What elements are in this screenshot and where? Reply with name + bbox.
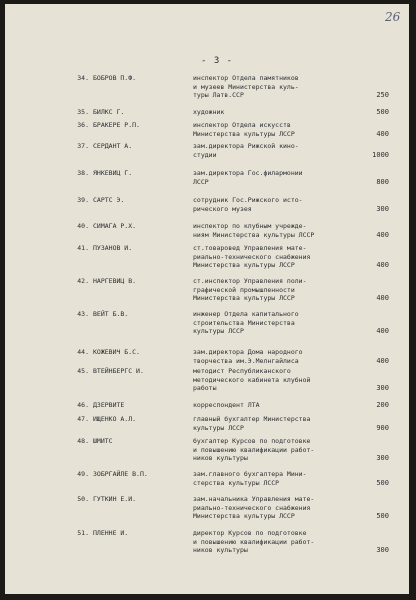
position-line: туры Латв.ССР (193, 91, 244, 99)
position-line: инспектор по клубным учрежде- (193, 222, 307, 230)
person-name: НАРГЕВИЦ В. (93, 277, 137, 285)
row-number: 47. (77, 415, 89, 423)
row-number: 40. (77, 222, 89, 230)
position-description (193, 74, 343, 100)
amount: 400 (376, 294, 389, 302)
position-line: инспектор Отдела искусств (193, 121, 291, 129)
row-number: 49. (77, 470, 89, 478)
position-line: методист Республиканского (193, 367, 291, 375)
position-line: корреспондент ЛТА (193, 401, 260, 409)
position-line: сотрудник Гос.Рижского исто- (193, 196, 303, 204)
person-name: ШМИТС (93, 437, 113, 445)
person-name: САРТС Э. (93, 196, 125, 204)
row-number: 51. (77, 529, 89, 537)
position-line: ЛССР (193, 177, 209, 186)
position-line: ст.инспектор Управления поли- (193, 277, 307, 285)
position-line: строительства Министерства (193, 318, 295, 327)
person-name: ВТЕЙНБЕРГС И. (93, 367, 144, 375)
row-number: 38. (77, 169, 89, 177)
amount: 400 (376, 129, 389, 138)
amount: 800 (376, 177, 389, 186)
position-description (193, 277, 343, 303)
amount: 400 (376, 327, 389, 335)
position-line: главный бухгалтер Министерства (193, 415, 311, 423)
position-line: ников культуры (193, 454, 248, 462)
position-line: студии (193, 150, 217, 159)
position-line: Министерства культуры ЛССР (193, 512, 295, 520)
position-description (193, 495, 343, 521)
position-description (193, 310, 343, 336)
person-name: ПЛЕННЕ И. (93, 529, 129, 537)
position-line: зам.директора Рижской кино- (193, 142, 299, 150)
position-line: ников культуры (193, 546, 248, 554)
position-line: графической промышленности (193, 285, 295, 294)
position-line: рического музея (193, 204, 252, 213)
person-name: БРАКЕРЕ Р.П. (93, 121, 140, 129)
position-line: и повышению квалификации работ- (193, 537, 315, 546)
person-name: ВЕЙТ Б.В. (93, 310, 129, 318)
position-line: Министерства культуры ЛССР (193, 294, 295, 302)
position-description (193, 121, 343, 138)
position-line: творчества им.Э.Мелнгайлиса (193, 356, 299, 365)
position-line: риально-технического снабжения (193, 503, 311, 512)
position-line: методического кабинета клубной (193, 375, 311, 384)
position-line: стерства культуры ЛССР (193, 478, 280, 487)
row-number: 48. (77, 437, 89, 445)
row-number: 45. (77, 367, 89, 375)
position-line: ниям Министерства культуры ЛССР (193, 230, 315, 239)
position-description (193, 222, 343, 239)
position-description (193, 142, 343, 159)
row-number: 46. (77, 401, 89, 409)
row-number: 39. (77, 196, 89, 204)
amount: 500 (376, 108, 389, 116)
row-number: 43. (77, 310, 89, 318)
position-line: культуры ЛССР (193, 327, 244, 335)
row-number: 50. (77, 495, 89, 503)
position-description (193, 415, 343, 432)
position-line: культуры ЛССР (193, 423, 244, 432)
document-page (5, 4, 409, 594)
person-name: ЗОБРГАЙЛЕ В.П. (93, 470, 148, 478)
position-line: зам.начальника Управления мате- (193, 495, 315, 503)
position-line: художник (193, 108, 225, 116)
row-number: 44. (77, 348, 89, 356)
row-number: 37. (77, 142, 89, 150)
position-description (193, 437, 343, 463)
person-name: ГУТКИН Е.И. (93, 495, 137, 503)
position-line: зам.главного бухгалтера Мини- (193, 470, 307, 478)
position-description (193, 108, 343, 117)
position-line: зам.директора Гос.филармонии (193, 169, 303, 177)
position-description (193, 196, 343, 213)
position-line: Министерства культуры ЛССР (193, 261, 295, 269)
person-name: БИЛКС Г. (93, 108, 125, 116)
person-name: СЕРДАНТ А. (93, 142, 133, 150)
row-number: 36. (77, 121, 89, 129)
position-line: директор Курсов по подготовке (193, 529, 307, 537)
person-name: ДЗЕРВИТЕ (93, 401, 125, 409)
person-name: ПУЗАНОВ И. (93, 244, 133, 252)
position-description (193, 169, 343, 186)
amount: 500 (376, 478, 389, 487)
position-description (193, 348, 343, 365)
position-line: и музеев Министерства куль- (193, 82, 299, 91)
position-line: работы (193, 384, 217, 392)
position-line: инспектор Отдела памятников (193, 74, 299, 82)
amount: 250 (376, 91, 389, 99)
amount: 400 (376, 261, 389, 269)
archive-sheet-number: 26 (385, 10, 401, 24)
position-description (193, 244, 343, 270)
page-number: - 3 - (201, 56, 234, 66)
person-name: ЯНКЕВИЦ Г. (93, 169, 133, 177)
amount: 300 (376, 454, 389, 462)
position-line: Министерства культуры ЛССР (193, 129, 295, 138)
position-description (193, 401, 343, 410)
person-name: КОЖЕВИЧ Б.С. (93, 348, 140, 356)
amount: 400 (376, 356, 389, 365)
position-line: зам.директора Дома народного (193, 348, 303, 356)
position-description (193, 470, 343, 487)
amount: 300 (376, 546, 389, 554)
amount: 300 (376, 384, 389, 392)
position-line: риально-технического снабжения (193, 252, 311, 261)
position-line: ст.товаровед Управления мате- (193, 244, 307, 252)
position-line: бухгалтер Курсов по подготовке (193, 437, 311, 445)
amount: 900 (376, 423, 389, 432)
amount: 300 (376, 204, 389, 213)
row-number: 34. (77, 74, 89, 82)
amount: 500 (376, 512, 389, 520)
person-name: СИМАГА Р.Х. (93, 222, 137, 230)
person-name: ИЩЕНКО А.Л. (93, 415, 137, 423)
position-line: инженер Отдела капитального (193, 310, 299, 318)
position-description (193, 367, 343, 393)
row-number: 41. (77, 244, 89, 252)
amount: 400 (376, 230, 389, 239)
row-number: 42. (77, 277, 89, 285)
position-description (193, 529, 343, 555)
position-line: и повышению квалификации работ- (193, 445, 315, 454)
amount: 1000 (372, 150, 389, 159)
row-number: 35. (77, 108, 89, 116)
amount: 200 (376, 401, 389, 409)
person-name: БОБРОВ П.Ф. (93, 74, 137, 82)
